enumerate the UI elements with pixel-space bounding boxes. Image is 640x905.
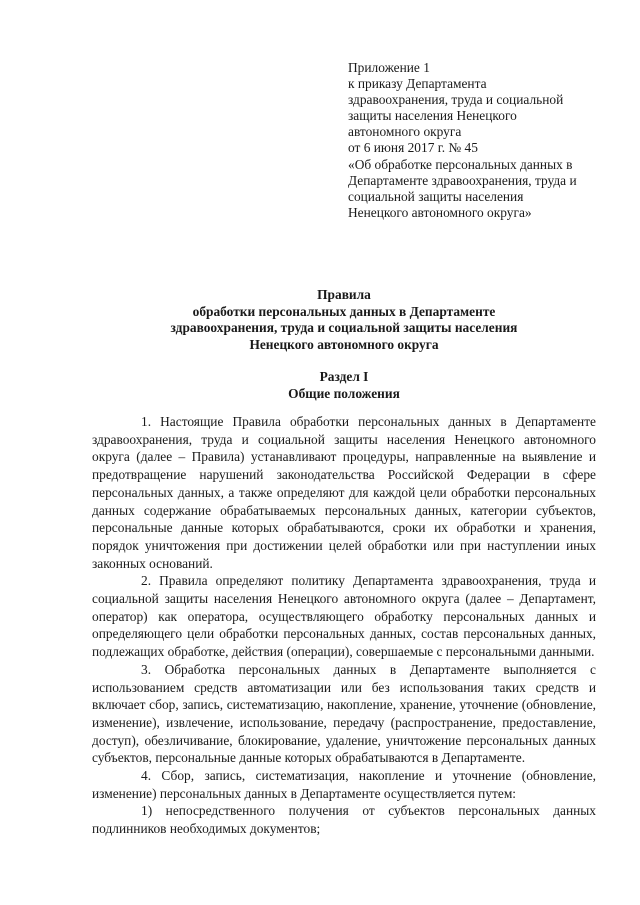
title-line: Ненецкого автономного округа [249,336,439,352]
appendix-line: к приказу Департамента [348,76,487,92]
section-number: Раздел I [319,369,369,384]
appendix-line: Приложение 1 [348,60,430,75]
appendix-line: здравоохранения, труда и социальной [348,92,564,108]
document-body [92,413,596,838]
appendix-line: защиты населения Ненецкого [348,108,517,124]
appendix-line: «Об обработке персональных данных в [348,156,573,172]
paragraph: 3. Обработка персональных данных в Департаменте выполняется с использованием средств автоматизации или без использования таких средств и включает сбор, запись, систематизацию, накопление, хранение, уточнение (обновление, изменение), извлечение, использование, передачу (распространение, предоставление, доступ), обезличивание, блокирование, удаление, уничтожение персональных данных субъектов, персональные данные которых обрабатываются в Департаменте. [92,661,596,766]
title-line: обработки персональных данных в Департаменте [192,303,496,319]
document-title [92,287,596,353]
paragraph: 4. Сбор, запись, систематизация, накопление и уточнение (обновление, изменение) персональных данных в Департаменте осуществляется путем: [92,768,596,801]
appendix-line: Ненецкого автономного округа» [348,204,532,220]
appendix-line: от 6 июня 2017 г. № 45 [348,140,478,156]
appendix-line: Департаменте здравоохранения, труда и [348,172,577,188]
title-line: Правила [317,287,371,302]
appendix-header [348,60,598,221]
appendix-line: автономного округа [348,124,462,140]
section-name: Общие положения [288,385,400,401]
paragraph: 1) непосредственного получения от субъектов персональных данных подлинников необходимых документов; [92,803,596,837]
title-line: здравоохранения, труда и социальной защиты населения [170,320,518,336]
section-heading [92,369,596,402]
paragraph: 2. Правила определяют политику Департамента здравоохранения, труда и социальной защиты населения Ненецкого автономного округа (далее – Департамент, оператор) как оператора, осуществляющего обработку персональных данных и определяющего цели обработки персональных данных, состав персональных данных, подлежащих обработке, действия (операции), совершаемые с персональными данными. [92,573,596,660]
paragraph: 1. Настоящие Правила обработки персональных данных в Департаменте здравоохранения, труда и социальной защиты населения Ненецкого автономного округа (далее – Правила) устанавливают процедуры, направленные на выявление и предотвращение нарушений законодательства Российской Федерации в сфере персональных данных, а также определяют для каждой цели обработки персональных данных содержание обрабатываемых персональных данных, категории субъектов, персональные данные которых обрабатываются, сроки их обработки и хранения, порядок уничтожения при достижении целей обработки или при наступлении иных законных оснований. [92,414,596,571]
appendix-line: социальной защиты населения [348,188,524,204]
